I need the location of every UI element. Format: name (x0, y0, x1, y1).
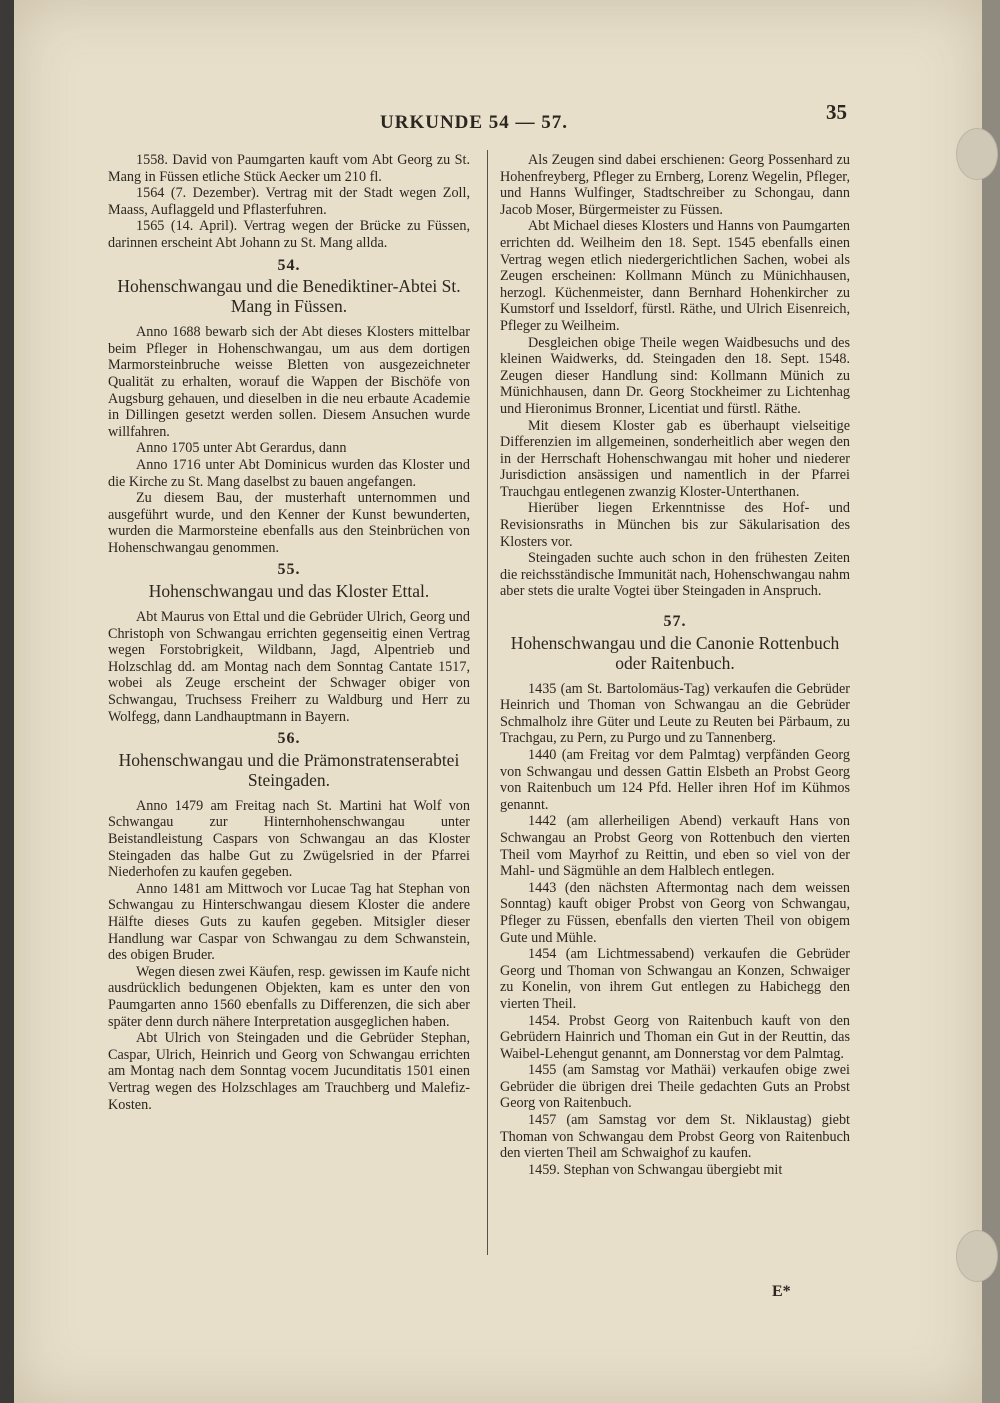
body-paragraph: 1435 (am St. Bartolomäus-Tag) verkaufen die Gebrüder Heinrich und Thoman von Schwangau an die Gebrüder Schmalholz ihre Güter und Leute zu Reuten bei Pärbaum, zu Trachgau, zu Pern, zu Purgo und zu Tannenberg. (500, 680, 850, 747)
body-paragraph: Anno 1479 am Freitag nach St. Martini hat Wolf von Schwangau zur Hinternhohenschwangau unter Beistandleistung Caspars von Schwangau an das Kloster Steingaden das halbe Gut zu Zwügelsried in der Pfarrei Niederhofen zu kaufen gegeben. (108, 797, 470, 881)
body-paragraph: Zu diesem Bau, der musterhaft unternommen und ausgeführt wurde, und den Kenner der Kunst bewunderten, wurden die Marmorsteine ebenfalls aus den Steinbrüchen von Hohenschwangau genommen. (108, 490, 470, 556)
entry-paragraph: 1564 (7. Dezember). Vertrag mit der Stadt wegen Zoll, Maass, Auflaggeld und Pflasterfuhren. (108, 185, 470, 218)
body-paragraph: 1455 (am Samstag vor Mathäi) verkaufen obige zwei Gebrüder die übrigen drei Theile gedachten Guts an Probst Georg von Raitenbuch. (500, 1062, 850, 1112)
body-paragraph: 1443 (den nächsten Aftermontag nach dem weissen Sonntag) kauft obiger Probst von Georg von Schwangau, Pfleger zu Füssen, ebenfalls den vierten Theil von obigem Gute und Mühle. (500, 879, 850, 946)
body-paragraph: 1454. Probst Georg von Raitenbuch kauft von den Gebrüdern Hainrich und Thoman ein Gut in der Reuttin, das Waibel-Lehengut genannt, am Donnerstag vor dem Palmtag. (500, 1012, 850, 1062)
body-paragraph: 1459. Stephan von Schwangau übergiebt mit (528, 1161, 783, 1178)
body-paragraph: 1457 (am Samstag vor dem St. Niklaustag) giebt Thoman von Schwangau dem Probst Georg von Raitenbuch den vierten Theil am Schwaighof zu kaufen. (500, 1112, 850, 1162)
body-paragraph: Als Zeugen sind dabei erschienen: Georg Possenhard zu Hohenfreyberg, Pfleger zu Ernberg, Lorenz Wegelin, Pfleger, und Hanns Wulfinger, Stadtschreiber zu Schongau, dann Jacob Moser, Bürgermeister zu Füssen. (500, 152, 850, 218)
body-paragraph: 1442 (am allerheiligen Abend) verkauft Hans von Schwangau an Probst Georg von Rottenbuch den vierten Theil vom Mayrhof zu Reittin, und eben so viel von der Mahl- und Sägmühle an dem Halblech entlegen. (500, 813, 850, 880)
body-paragraph: Steingaden suchte auch schon in den frühesten Zeiten die reichsständische Immunität nach, Hohenschwangau nahm aber stets die uralte Vogtei über Steingaden in Anspruch. (500, 550, 850, 600)
body-paragraph: Desgleichen obige Theile wegen Waidbesuchs und des kleinen Waidwerks, dd. Steingaden den 18. Sept. 1548. Zeugen dieser Handlung sind: Kollmann Münich zu Münichhausen, dann Dr. Georg Stockheimer zu Lichtenhag und Hieronimus Bronner, Licentiat und fürstl. Räthe. (500, 334, 850, 417)
body-paragraph: Anno 1481 am Mittwoch vor Lucae Tag hat Stephan von Schwangau zu Hinterschwangau diesem Kloster die andere Hälfte dieses Guts zu kaufen gegeben. Mitsigler dieser Handlung war Caspar von Schwangau zu dem Schwanstein, des obigen Bruder. (108, 880, 470, 964)
signature-mark: E* (772, 1283, 791, 1300)
binding-hole (956, 128, 998, 180)
binding-hole (956, 1230, 998, 1282)
entry-paragraph: 1558. David von Paumgarten kauft vom Abt Georg zu St. Mang in Füssen etliche Stück Aecker um 210 fl. (108, 152, 470, 185)
entry-paragraph: 1565 (14. April). Vertrag wegen der Brücke zu Füssen, darinnen erscheint Abt Johann zu St. Mang allda. (108, 218, 470, 251)
body-paragraph: Anno 1705 unter Abt Gerardus, dann (136, 440, 347, 457)
body-paragraph: Abt Maurus von Ettal und die Gebrüder Ulrich, Georg und Christoph von Schwangau errichten gegenseitig einen Vertrag wegen Forstobrigkeit, Wildbann, Jagd, Alpentrieb und Holzschlag dd. am Montag nach dem Sonntag Cantate 1517, wobei als Zeuge erscheint der Schwager obiger von Schwangau, Truchsess Freiherr zu Waldburg und Herr zu Wolfegg, dann Landhauptmann in Bayern. (108, 609, 470, 725)
running-header: URKUNDE 54 — 57. (380, 112, 569, 133)
page-number: 35 (826, 100, 847, 124)
body-paragraph: Abt Michael dieses Klosters und Hanns von Paumgarten errichten dd. Weilheim den 18. Sept. 1545 ebenfalls einen Vertrag wegen etlich niedergerichtlichen Sachen, wobei als Zeugen erscheinen: Kollmann Münch zu Münichhausen, herzogl. Küchenmeister, dann Bernhard Hohenkircher zu Kumstorf und Isseldorf, fürstl. Räthe, und Ulrich Eisenreich, Pfleger zu Weilheim. (500, 218, 850, 334)
left-column (108, 152, 470, 1113)
section-number: 55. (277, 561, 301, 579)
body-paragraph: Abt Ulrich von Steingaden und die Gebrüder Stephan, Caspar, Ulrich, Heinrich und Georg von Schwangau errichten am Montag nach dem Sonntag vocem Jucunditatis 1501 einen Vertrag wegen des Holzschlages am Trauchberg und Malefiz-Kosten. (108, 1030, 470, 1113)
body-paragraph: Hierüber liegen Erkenntnisse des Hof- und Revisionsraths in München bis zur Säkularisation des Klosters vor. (500, 500, 850, 550)
section-heading: Hohenschwangau und die Prämonstratenserabtei Steingaden. (118, 749, 460, 790)
body-paragraph: Anno 1716 unter Abt Dominicus wurden das Kloster und die Kirche zu St. Mang daselbst zu bauen angefangen. (108, 456, 470, 490)
binding-edge (0, 0, 14, 1403)
section-number: 57. (663, 613, 687, 631)
body-paragraph: Anno 1688 bewarb sich der Abt dieses Klosters mittelbar beim Pfleger in Hohenschwangau, um aus dem dortigen Marmorsteinbruche weisse Bletten von ausgezeichneter Qualität zu erhalten, worauf die Wappen der Bischöfe von Augsburg gehauen, und dieselben in die neu erbaute Academie in Dillingen gesetzt werden sollen. Diesem Ansuchen wurde willfahren. (108, 324, 470, 440)
body-paragraph: 1440 (am Freitag vor dem Palmtag) verpfänden Georg von Schwangau und dessen Gattin Elsbeth an Probst Georg von Raitenbuch um 124 Pfd. Heller ihren Hof im Kühmos genannt. (500, 747, 850, 813)
right-column (500, 152, 850, 1178)
section-number: 54. (277, 256, 301, 274)
body-paragraph: 1454 (am Lichtmessabend) verkaufen die Gebrüder Georg und Thoman von Schwangau an Konzen, Schwaiger zu Konelin, von ihrem Gut entlegen zu Habichegg den vierten Theil. (500, 946, 850, 1012)
section-heading: Hohenschwangau und das Kloster Ettal. (148, 581, 430, 602)
section-number: 56. (277, 730, 301, 748)
section-heading: Hohenschwangau und die Benediktiner-Abtei St. Mang in Füssen. (117, 276, 461, 317)
body-paragraph: Wegen diesen zwei Käufen, resp. gewissen im Kaufe nicht ausdrücklich bedungenen Objekten, kam es unter den von Paumgarten anno 1560 ebenfalls zu Differenzen, die sich aber später denn durch nähere Interpretation ausgeglichen haben. (108, 963, 470, 1030)
section-heading: Hohenschwangau und die Canonie Rottenbuch oder Raitenbuch. (510, 632, 840, 673)
column-divider (487, 150, 488, 1255)
body-paragraph: Mit diesem Kloster gab es überhaupt vielseitige Differenzien im allgemeinen, sonderheitlich aber wegen den in der Herrschaft Hohenschwangau mit hoher und niederer Jurisdiction ansässigen und namentlich in der Pfarrei Trauchgau entlegenen zwanzig Kloster-Unterthanen. (500, 417, 850, 500)
